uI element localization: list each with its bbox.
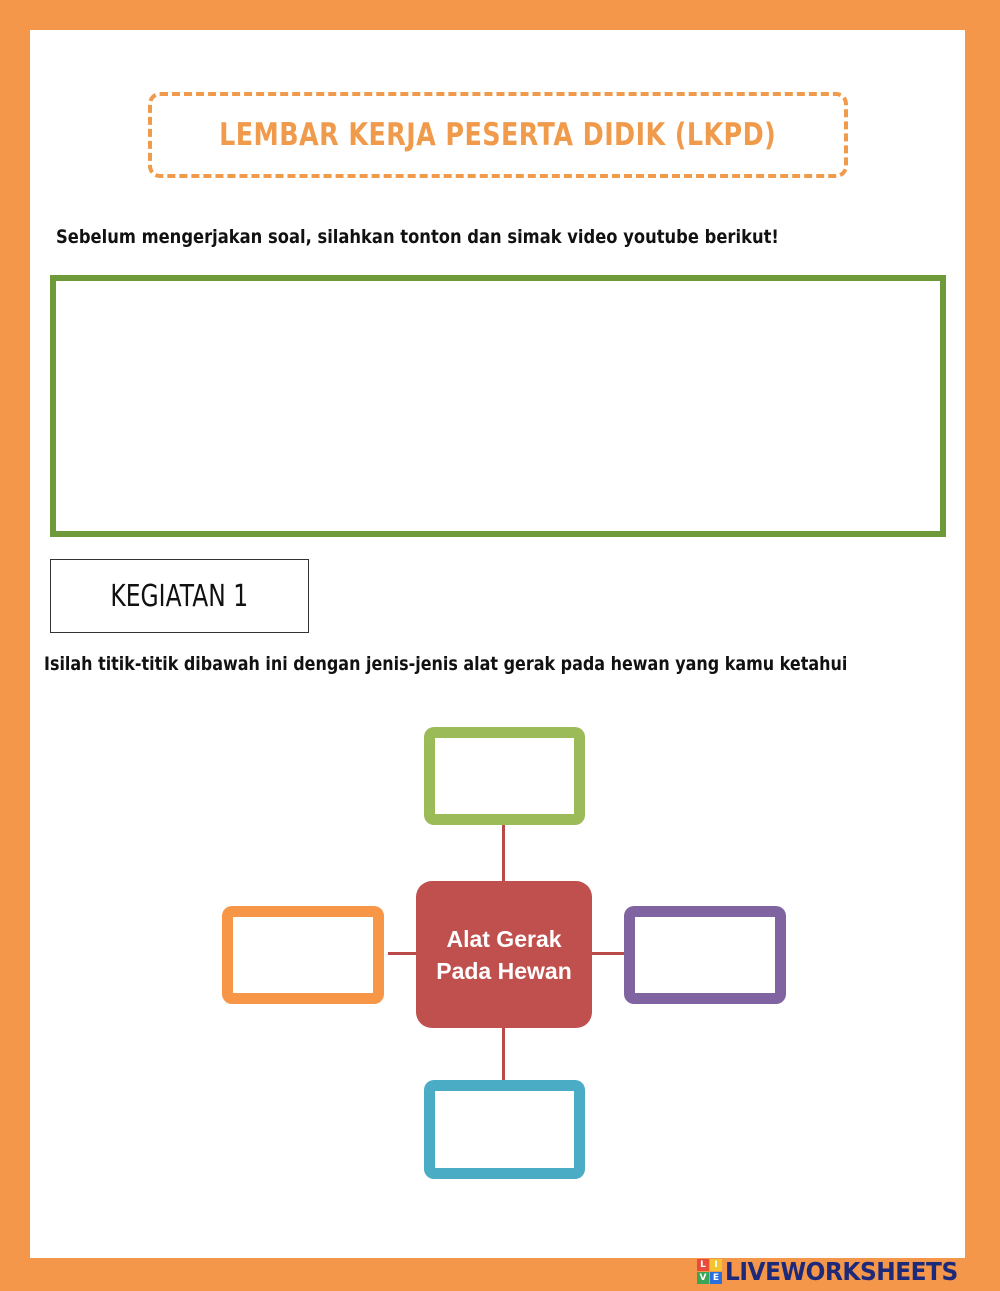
worksheet-page bbox=[30, 30, 965, 1258]
video-instruction: Sebelum mengerjakan soal, silahkan tonton dan simak video youtube berikut! bbox=[56, 226, 779, 248]
connector-top bbox=[502, 825, 505, 881]
answer-box-top[interactable] bbox=[424, 727, 585, 825]
connector-left bbox=[388, 952, 416, 955]
answer-box-bottom[interactable] bbox=[424, 1080, 585, 1179]
center-node-line-1: Alat Gerak bbox=[446, 925, 562, 952]
logo-letter-e: E bbox=[710, 1272, 722, 1284]
logo-letter-l: L bbox=[697, 1259, 709, 1271]
liveworksheets-name: LIVEWORKSHEETS bbox=[725, 1256, 958, 1286]
center-node-line-2: Pada Hewan bbox=[436, 957, 572, 984]
answer-box-left[interactable] bbox=[222, 906, 384, 1004]
connector-bottom bbox=[502, 1028, 505, 1080]
logo-letter-i: I bbox=[710, 1259, 722, 1271]
connector-right bbox=[592, 952, 624, 955]
activity-label: KEGIATAN 1 bbox=[110, 578, 249, 614]
worksheet-title: LEMBAR KERJA PESERTA DIDIK (LKPD) bbox=[219, 117, 777, 153]
answer-box-right[interactable] bbox=[624, 906, 786, 1004]
liveworksheets-brand[interactable] bbox=[697, 1257, 975, 1285]
logo-letter-v: V bbox=[697, 1272, 709, 1284]
mind-map-diagram bbox=[30, 30, 965, 1258]
center-node bbox=[416, 881, 592, 1028]
liveworksheets-logo-icon bbox=[697, 1259, 722, 1284]
activity-instruction: Isilah titik-titik dibawah ini dengan jenis-jenis alat gerak pada hewan yang kamu ketahui bbox=[44, 653, 848, 675]
